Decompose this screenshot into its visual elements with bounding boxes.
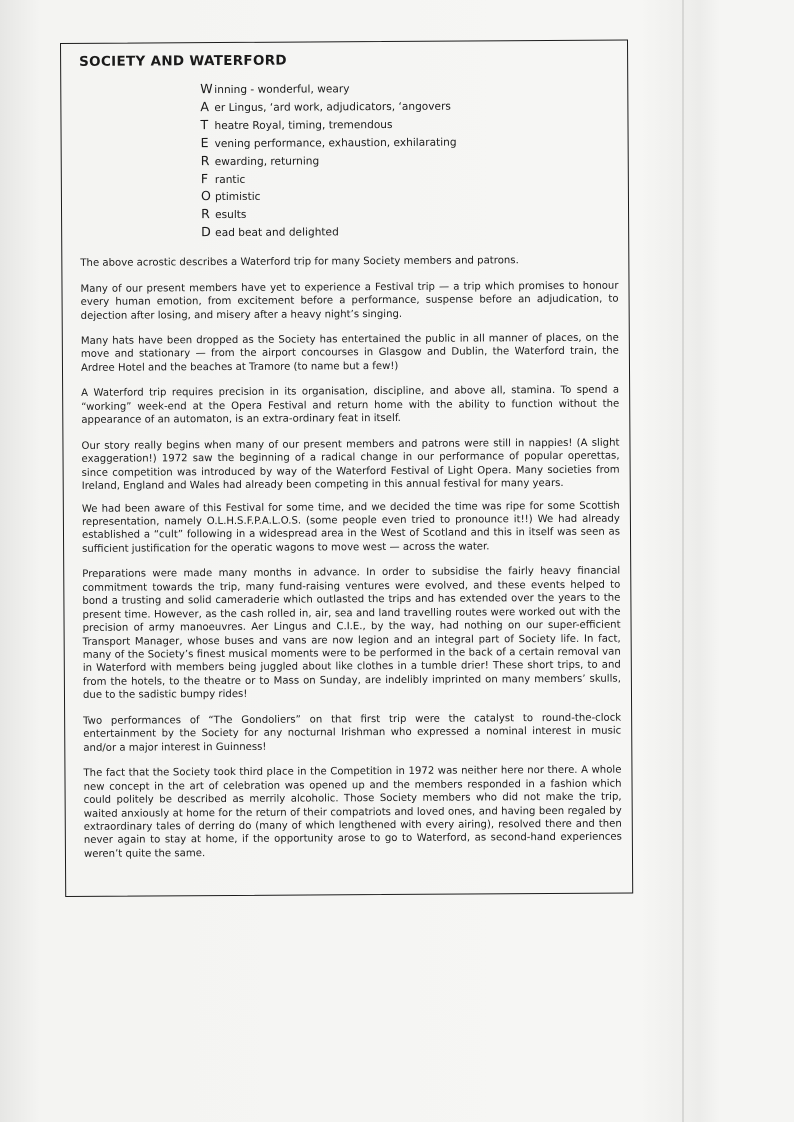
acrostic-letter: R [200,152,210,168]
paragraph-intro: The above acrostic describes a Waterford trip for many Society members and patrons. [80,255,519,270]
paragraph-preparations: Preparations were made many months in advance. In order to subsidise the fairly heavy financial commitment towards the trip, many fund-raising ventures were evolved, and these events helped to bond a trusting and solid cameraderie which outlasted the trips and has extended over the years to the present time. However, as the cash rolled in, air, sea and land travelling routes were worked out with the precision of army manoeuvres. Aer Lingus and C.I.E., by the way, had nothing on our super-efficient Transport Manager, whose buses and vans are now legion and an integral part of Society life. In fact, many of the Society’s finest musical moments were to be performed in the back of a certain removal van in Waterford with members being juggled about like clothes in a tumble drier! These short trips, to and from the hotels, to the theatre or to Mass on Sunday, are indelibly imprinted on many members’ skulls, due to the sadistic bumpy rides! [82,565,621,702]
paragraph-hats: Many hats have been dropped as the Society has entertained the public in all manner of places, on the move and stationary — from the airport concourses in Glasgow and Dublin, the Waterford train, the Ardree Hotel and the beaches at Tramore (to name but a few!) [80,332,619,374]
acrostic-text: ptimistic [214,191,261,204]
acrostic-letter: T [200,116,209,132]
paragraph-third-place: The fact that the Society took third place in the Competition in 1972 was neither here nor there. A whole new concept in the art of celebration was opened up and the members responded in a fashion which could politely be described as merrily alcoholic. Those Society members who did not make the trip, waited anxiously at home for the return of their compatriots and loved ones, and having been regaled by extraordinary tales of derring do (many of which lengthened with every airing), resolved there and then never again to stay at home, if the opportunity arose to go to Waterford, as second-hand experiences weren’t quite the same. [83,764,622,860]
paragraph-emotions: Many of our present members have yet to experience a Festival trip — a trip which promises to honour every human emotion, from excitement before a performance, suspense before an adjudication, to dejection after losing, and misery after a heavy night’s singing. [80,280,619,322]
acrostic-text: ewarding, returning [214,155,320,168]
acrostic-letter: D [201,224,211,240]
page-fold [682,0,684,1122]
paragraph-precision: A Waterford trip requires precision in its organisation, discipline, and above all, stamina. To spend a “working” week-end at the Opera Festival and return home with the ability to function without the appearance of an automaton, is an extra-ordinary feat in itself. [81,384,620,427]
acrostic-text: er Lingus, ‘ard work, adjudicators, ‘angovers [214,100,451,114]
acrostic-text: rantic [214,173,246,186]
acrostic-line [201,222,618,242]
acrostic-letter: R [201,206,210,222]
acrostic-text: esults [215,209,247,222]
paragraph-gondoliers: Two performances of “The Gondoliers” on that first trip were the catalyst to round-the-clock entertainment by the Society for any nocturnal Irishman who expressed a nominal interest in music and/or a major interest in Guinness! [83,712,622,754]
acrostic-letter: E [200,134,209,150]
acrostic-text: heatre Royal, timing, tremendous [214,118,393,132]
acrostic [200,79,618,243]
acrostic-text: ead beat and delighted [215,226,339,240]
acrostic-text: inning - wonderful, weary [214,83,350,97]
article-frame [60,40,633,897]
acrostic-text: vening performance, exhaustion, exhilarating [214,136,457,150]
article-title: SOCIETY AND WATERFORD [79,52,287,70]
paragraph-story-begins: Our story really begins when many of our present members and patrons were still in nappies! (A slight exaggeration!) 1972 saw the beginning of a radical change in our performance of popular operettas, since competition was introduced by way of the Waterford Festival of Light Opera. Many societies from Ireland, England and Wales had already been competing in this annual festival for many years. [81,437,620,492]
acrostic-letter: A [200,98,210,115]
acrostic-letter: F [200,170,209,186]
paragraph-festival: We had been aware of this Festival for some time, and we decided the time was ripe for some Scottish representation, namely O.L.H.S.F.P.A.L.O.S. (some people even tried to pronounce it!!) We had already established a “cult” following in a widespread area in the West of Scotland and this in itself was seen as sufficient justification for the operatic wagons to move west — across the water. [81,500,621,555]
acrostic-letter: O [200,188,211,204]
acrostic-letter: W [200,81,213,97]
